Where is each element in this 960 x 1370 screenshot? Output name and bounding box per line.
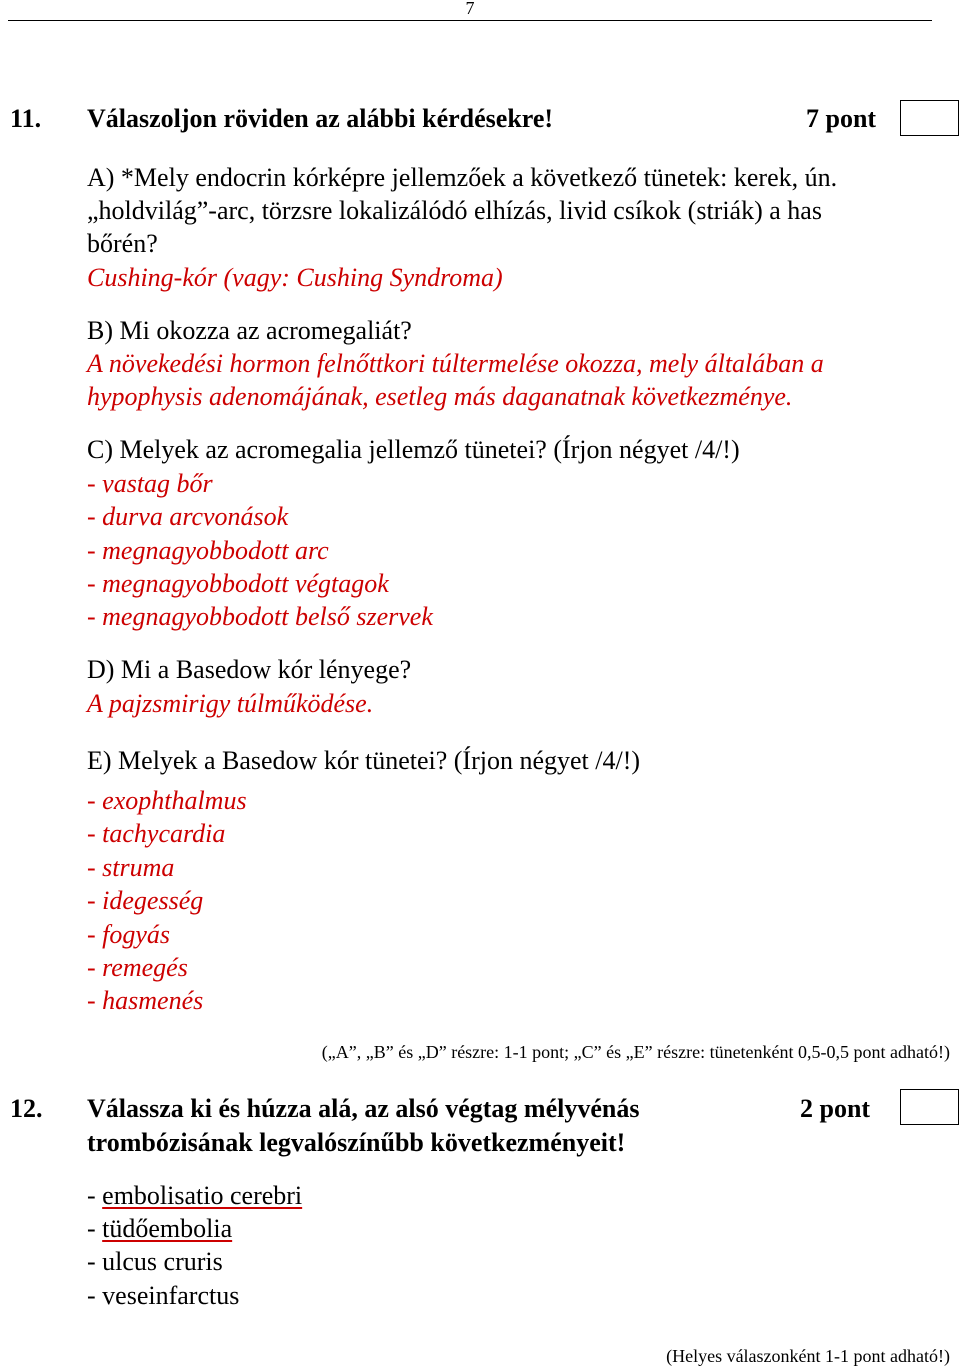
option-text-underlined: tüdőembolia bbox=[102, 1214, 233, 1243]
question-12-title-line: Válassza ki és húzza alá, az alsó végtag mélyvénás bbox=[87, 1094, 640, 1123]
scoring-note-12: (Helyes válaszonként 1-1 pont adható!) bbox=[666, 1346, 950, 1366]
score-box-12[interactable] bbox=[900, 1089, 959, 1125]
option-dash: - bbox=[87, 1247, 103, 1276]
option-item[interactable] bbox=[87, 1281, 239, 1311]
score-box-11[interactable] bbox=[900, 100, 959, 136]
answer-e-item: - tachycardia bbox=[87, 819, 226, 848]
option-text: veseinfarctus bbox=[102, 1281, 240, 1310]
answer-e-item: - idegesség bbox=[87, 886, 204, 915]
answer-b-line: hypophysis adenomájának, esetleg más daganatnak következménye. bbox=[87, 382, 793, 411]
answer-e-item: - struma bbox=[87, 853, 175, 882]
page-number: 7 bbox=[465, 0, 475, 18]
answer-e-item: - hasmenés bbox=[87, 986, 204, 1015]
question-c: C) Melyek az acromegalia jellemző tünetei? (Írjon négyet /4/!) bbox=[87, 435, 740, 464]
option-item[interactable] bbox=[87, 1247, 223, 1277]
question-a-line: „holdvilág”-arc, törzsre lokalizálódó elhízás, livid csíkok (striák) a has bbox=[87, 196, 822, 225]
question-e: E) Melyek a Basedow kór tünetei? (Írjon négyet /4/!) bbox=[87, 746, 641, 775]
question-12-points: 2 pont bbox=[800, 1094, 871, 1123]
answer-d: A pajzsmirigy túlműködése. bbox=[87, 689, 374, 718]
scoring-note-11: („A”, „B” és „D” részre: 1-1 pont; „C” és „E” részre: tünetenként 0,5-0,5 pont adható!) bbox=[321, 1042, 950, 1062]
answer-e-item: - remegés bbox=[87, 953, 188, 982]
question-11-title: Válaszoljon röviden az alábbi kérdésekre! bbox=[87, 104, 554, 133]
header-rule bbox=[8, 20, 932, 21]
option-text: ulcus cruris bbox=[102, 1247, 223, 1276]
answer-c-item: - megnagyobbodott belső szervek bbox=[87, 602, 433, 631]
option-item[interactable] bbox=[87, 1214, 232, 1244]
question-11-number: 11. bbox=[10, 104, 42, 133]
answer-c-item: - durva arcvonások bbox=[87, 502, 289, 531]
question-12-number: 12. bbox=[10, 1094, 43, 1123]
answer-c-item: - megnagyobbodott arc bbox=[87, 536, 329, 565]
option-dash: - bbox=[87, 1281, 103, 1310]
option-text-underlined: embolisatio cerebri bbox=[102, 1181, 303, 1210]
question-b: B) Mi okozza az acromegaliát? bbox=[87, 316, 412, 345]
question-a-line: A) *Mely endocrin kórképre jellemzőek a következő tünetek: kerek, ún. bbox=[87, 163, 838, 192]
option-dash: - bbox=[87, 1181, 103, 1210]
question-d: D) Mi a Basedow kór lényege? bbox=[87, 655, 412, 684]
option-dash: - bbox=[87, 1214, 103, 1243]
question-a-line: bőrén? bbox=[87, 229, 158, 258]
answer-e-item: - exophthalmus bbox=[87, 786, 247, 815]
answer-e-item: - fogyás bbox=[87, 920, 171, 949]
question-12-title-line: trombózisának legvalószínűbb következményeit! bbox=[87, 1128, 626, 1157]
answer-b-line: A növekedési hormon felnőttkori túltermelése okozza, mely általában a bbox=[87, 349, 824, 378]
answer-a: Cushing-kór (vagy: Cushing Syndroma) bbox=[87, 263, 503, 292]
answer-c-item: - megnagyobbodott végtagok bbox=[87, 569, 389, 598]
option-item[interactable] bbox=[87, 1181, 302, 1211]
answer-c-item: - vastag bőr bbox=[87, 469, 213, 498]
question-11-points: 7 pont bbox=[806, 104, 877, 133]
